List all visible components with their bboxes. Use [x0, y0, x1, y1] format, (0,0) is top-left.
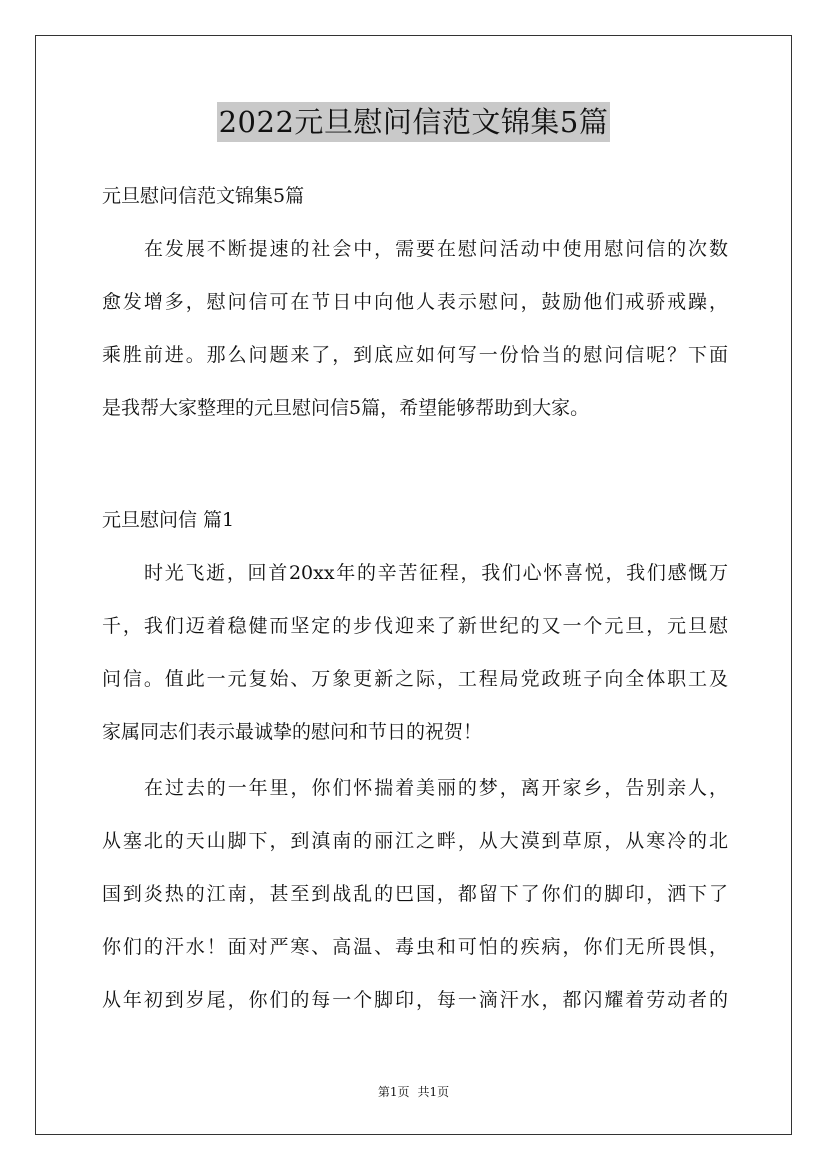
section-heading: 元旦慰问信 篇1	[102, 509, 235, 531]
page-footer	[0, 1084, 827, 1100]
title-container	[0, 102, 827, 142]
document-subtitle: 元旦慰问信范文锦集5篇	[102, 185, 305, 207]
para1-line-1: 时光飞逝，回首20xx年的辛苦征程，我们心怀喜悦，我们感慨万	[144, 562, 728, 584]
page-total: 共1页	[417, 1085, 450, 1099]
para2-line-4: 你们的汗水！面对严寒、高温、毒虫和可怕的疾病，你们无所畏惧，	[102, 936, 728, 958]
intro-line-1: 在发展不断提速的社会中，需要在慰问活动中使用慰问信的次数	[144, 238, 728, 260]
para2-line-1: 在过去的一年里，你们怀揣着美丽的梦，离开家乡，告别亲人，	[144, 777, 728, 799]
document-title: 2022元旦慰问信范文锦集5篇	[217, 102, 611, 142]
page-number: 第1页	[377, 1085, 410, 1099]
para2-line-5: 从年初到岁尾，你们的每一个脚印，每一滴汗水，都闪耀着劳动者的	[102, 989, 728, 1011]
intro-line-3: 乘胜前进。那么问题来了，到底应如何写一份恰当的慰问信呢？下面	[102, 344, 728, 366]
para1-line-2: 千，我们迈着稳健而坚定的步伐迎来了新世纪的又一个元旦，元旦慰	[102, 615, 728, 637]
para1-line-4: 家属同志们表示最诚挚的慰问和节日的祝贺！	[102, 721, 483, 743]
intro-line-2: 愈发增多，慰问信可在节日中向他人表示慰问，鼓励他们戒骄戒躁，	[102, 291, 728, 313]
para1-line-3: 问信。值此一元复始、万象更新之际，工程局党政班子向全体职工及	[102, 668, 728, 690]
para2-line-2: 从塞北的天山脚下，到滇南的丽江之畔，从大漠到草原，从寒冷的北	[102, 830, 728, 852]
intro-line-4: 是我帮大家整理的元旦慰问信5篇，希望能够帮助到大家。	[102, 397, 590, 419]
para2-line-3: 国到炎热的江南，甚至到战乱的巴国，都留下了你们的脚印，洒下了	[102, 883, 728, 905]
